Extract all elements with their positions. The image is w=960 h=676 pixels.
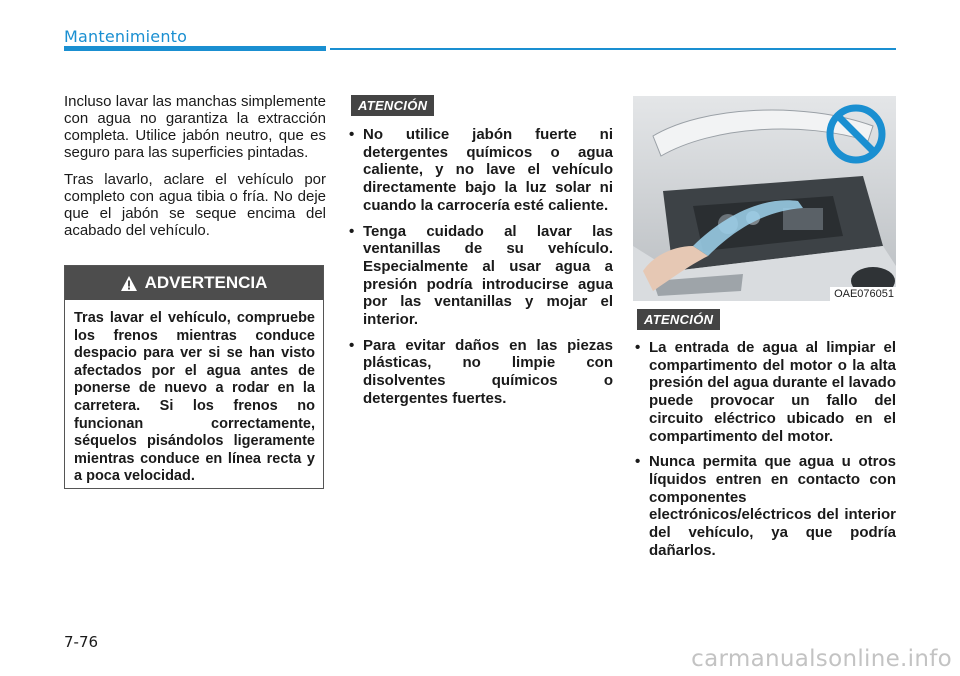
engine-wash-illustration: [633, 96, 896, 301]
engine-illustration: [633, 96, 896, 301]
warning-text: Tras lavar el vehículo, compruebe los frenos mientras conduce despacio para ver si se han visto afectados por el agua antes de ponerse de nuevo a rodar en la carretera. Si los frenos no funcionan correctamente, séquelos pisándolos ligeramente mientras conduce en línea recta y a poca velocidad.: [74, 310, 315, 485]
attention-list: [347, 126, 613, 416]
section-title: Mantenimiento: [64, 27, 188, 46]
list-item: • No utilice jabón fuerte ni detergentes químicos o agua caliente, y no lave el vehículo directamente bajo la luz solar ni cuando la carrocería esté caliente.: [349, 126, 613, 214]
list-item: • Tenga cuidado al lavar las ventanillas de su vehículo. Especialmente al usar agua a presión podría introducirse agua por las ventanillas y mojar el interior.: [349, 222, 613, 329]
paragraph: Incluso lavar las manchas simplemente con agua no garantiza la extracción completa. Utilice jabón neutro, que es seguro para las superficies pintadas.: [64, 93, 326, 161]
list-item-text: No utilice jabón fuerte ni detergentes químicos o agua caliente, y no lave el vehículo directamente bajo la luz solar ni cuando la carrocería esté caliente.: [363, 126, 613, 214]
list-item: • La entrada de agua al limpiar el compartimento del motor o la alta presión del agua durante el lavado puede provocar un fallo del circuito eléctrico ubicado en el compartimento del motor.: [635, 339, 896, 445]
header-rule-thick: [64, 46, 326, 51]
column-1: [64, 93, 326, 249]
list-item-text: Para evitar daños en las piezas plásticas, no limpie con disolventes químicos o detergentes fuertes.: [363, 336, 613, 407]
warning-triangle-icon: [121, 276, 137, 291]
paragraph: Tras lavarlo, aclare el vehículo por completo con agua tibia o fría. No deje que el jabón se seque encima del acabado del vehículo.: [64, 171, 326, 239]
list-item-text: Tenga cuidado al lavar las ventanillas de su vehículo. Especialmente al usar agua a presión podría introducirse agua por las ventanillas y mojar el interior.: [363, 222, 613, 329]
attention-list: [633, 339, 896, 567]
warning-title: ADVERTENCIA: [144, 273, 268, 292]
page-number: 7-76: [64, 633, 99, 651]
list-item-text: La entrada de agua al limpiar el compartimento del motor o la alta presión del agua durante el lavado puede provocar un fallo del circuito eléctrico ubicado en el compartimento del motor.: [649, 339, 896, 445]
header-rule-thin: [330, 48, 896, 50]
watermark: carmanualsonline.info: [691, 646, 952, 672]
image-code: OAE076051: [830, 287, 896, 301]
list-item: • Nunca permita que agua u otros líquidos entren en contacto con componentes electrónicos/eléctricos del interior del vehículo, ya que podría dañarlos.: [635, 453, 896, 559]
attention-badge: ATENCIÓN: [637, 309, 720, 330]
list-item-text: Nunca permita que agua u otros líquidos entren en contacto con componentes electrónicos/eléctricos del interior del vehículo, ya que podría dañarlos.: [649, 453, 896, 559]
warning-header: [65, 266, 323, 300]
attention-badge: ATENCIÓN: [351, 95, 434, 116]
warning-box: [64, 265, 324, 489]
list-item: • Para evitar daños en las piezas plásticas, no limpie con disolventes químicos o detergentes fuertes.: [349, 336, 613, 407]
